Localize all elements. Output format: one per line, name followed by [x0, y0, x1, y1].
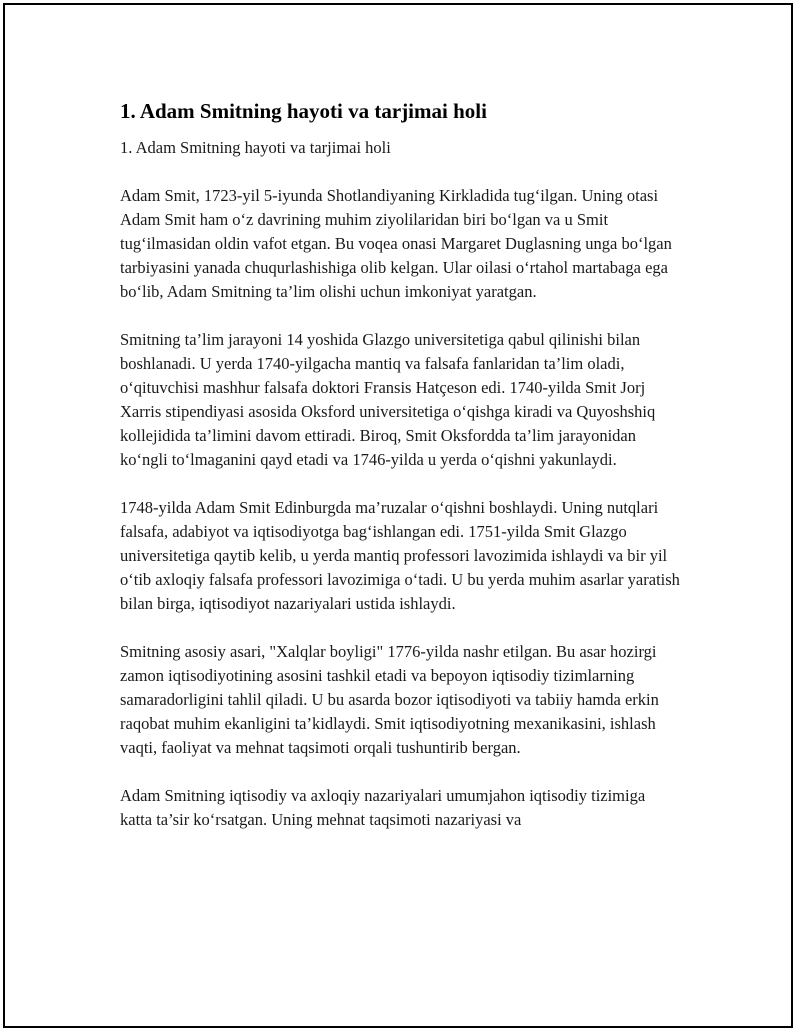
page-frame [3, 3, 793, 1028]
document-body [120, 97, 680, 856]
paragraph-1: Adam Smit, 1723-yil 5-iyunda Shotlandiyaning Kirkladida tug‘ilgan. Uning otasi Adam Smit ham o‘z davrining muhim ziyolilaridan biri bo‘lgan va u Smit tug‘ilmasidan oldin vafot etgan. Bu voqea onasi Margaret Duglasning unga bo‘lgan tarbiyasini yanada chuqurlashishiga olib kelgan. Ular oilasi o‘rtahol martabaga ega bo‘lib, Adam Smitning ta’lim olishi uchun imkoniyat yaratgan. [120, 186, 672, 301]
paragraph-4: Smitning asosiy asari, "Xalqlar boyligi" 1776-yilda nashr etilgan. Bu asar hozirgi zamon iqtisodiyotining asosini tashkil etadi va bepoyon iqtisodiy tizimlarning samaradorligini tahlil qiladi. U bu asarda bozor iqtisodiyoti va tabiiy hamda erkin raqobat muhim ekanligini ta’kidlaydi. Smit iqtisodiyotning mexanikasini, ishlash vaqti, faoliyat va mehnat taqsimoti orqali tushuntirib bergan. [120, 642, 659, 757]
document-subheading: 1. Adam Smitning hayoti va tarjimai holi [120, 138, 391, 157]
document-heading: 1. Adam Smitning hayoti va tarjimai holi [120, 99, 487, 123]
paragraph-5: Adam Smitning iqtisodiy va axloqiy nazariyalari umumjahon iqtisodiy tizimiga katta ta’sir ko‘rsatgan. Uning mehnat taqsimoti nazariyasi va [120, 786, 646, 829]
paragraph-3: 1748-yilda Adam Smit Edinburgda ma’ruzalar o‘qishni boshlaydi. Uning nutqlari falsafa, adabiyot va iqtisodiyotga bag‘ishlangan edi. 1751-yilda Smit Glazgo universitetiga qaytib kelib, u yerda mantiq professori lavozimida ishlaydi va bir yil o‘tib axloqiy falsafa professori lavozimiga o‘tadi. U bu yerda muhim asarlar yaratish bilan birga, iqtisodiyot nazariyalari ustida ishlaydi. [120, 498, 680, 613]
paragraph-2: Smitning ta’lim jarayoni 14 yoshida Glazgo universitetiga qabul qilinishi bilan boshlanadi. U yerda 1740-yilgacha mantiq va falsafa fanlaridan ta’lim oladi, o‘qituvchisi mashhur falsafa doktori Fransis Hatçeson edi. 1740-yilda Smit Jorj Xarris stipendiyasi asosida Oksford universitetiga o‘qishga kiradi va Quyoshshiq kollejidida ta’limini davom ettiradi. Biroq, Smit Oksfordda ta’lim jarayonidan ko‘ngli to‘lmaganini qayd etadi va 1746-yilda u yerda o‘qishni yakunlaydi. [120, 330, 656, 469]
